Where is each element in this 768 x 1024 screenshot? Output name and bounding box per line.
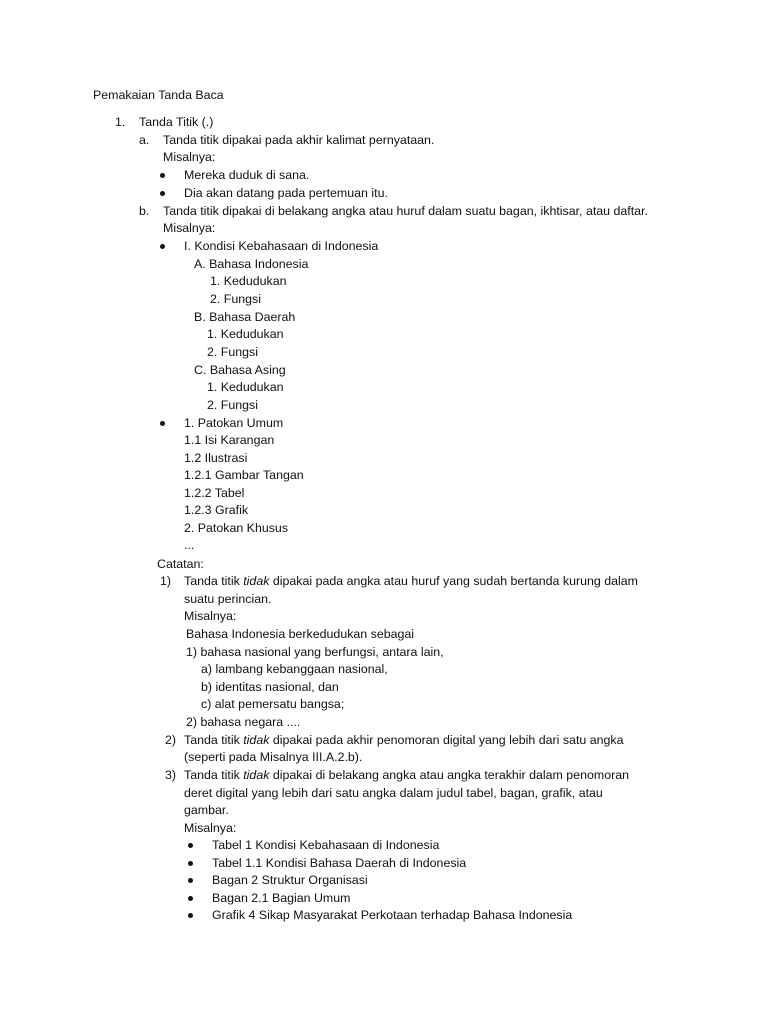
outline-line: 1. Kedudukan [207, 327, 284, 341]
sub-item-marker: a. [139, 133, 150, 147]
example-label: Misalnya: [163, 150, 216, 164]
example-label: Misalnya: [184, 821, 237, 835]
bullet-icon [188, 913, 193, 918]
outline-line: 2. Patokan Khusus [184, 521, 289, 535]
bullet-icon [188, 896, 193, 901]
note-text: suatu perincian. [184, 592, 272, 606]
sub-item-text: Tanda titik dipakai pada akhir kalimat pernyataan. [163, 133, 435, 147]
example-bullet: Dia akan datang pada pertemuan itu. [184, 186, 388, 200]
document-title: Pemakaian Tanda Baca [93, 88, 224, 102]
note-text: Tanda titik tidak dipakai pada angka atau huruf yang sudah bertanda kurung dalam [184, 574, 638, 588]
item-heading: Tanda Titik (.) [139, 115, 214, 129]
example-line: Bahasa Indonesia berkedudukan sebagai [186, 627, 415, 641]
outline-line: 1.2.3 Grafik [184, 503, 249, 517]
outline-line: B. Bahasa Daerah [194, 310, 296, 324]
outline-line: 1.2.1 Gambar Tangan [184, 468, 304, 482]
note-number: 1) [160, 574, 172, 588]
outline-line: 1. Kedudukan [210, 274, 287, 288]
note-text: Tanda titik tidak dipakai pada akhir penomoran digital yang lebih dari satu angka [184, 733, 624, 747]
example-bullet: Mereka duduk di sana. [184, 168, 310, 182]
example-label: Misalnya: [184, 609, 237, 623]
example-bullet: Tabel 1.1 Kondisi Bahasa Daerah di Indonesia [212, 856, 467, 870]
bullet-icon [188, 861, 193, 866]
example-line: a) lambang kebanggaan nasional, [201, 662, 388, 676]
sub-item-text: Tanda titik dipakai di belakang angka atau huruf dalam suatu bagan, ikhtisar, atau daftar. [163, 204, 648, 218]
note-text: deret digital yang lebih dari satu angka dalam judul tabel, bagan, grafik, atau [184, 786, 603, 800]
bullet-icon [188, 843, 193, 848]
outline-line: 1.2 Ilustrasi [184, 451, 248, 465]
example-line: 1) bahasa nasional yang berfungsi, antara lain, [186, 645, 444, 659]
bullet-icon [160, 173, 165, 178]
note-number: 2) [165, 733, 177, 747]
outline-line: I. Kondisi Kebahasaan di Indonesia [184, 239, 379, 253]
outline-line: ... [184, 538, 195, 552]
outline-line: 2. Fungsi [207, 398, 258, 412]
example-bullet: Tabel 1 Kondisi Kebahasaan di Indonesia [212, 838, 440, 852]
notes-label: Catatan: [157, 557, 204, 571]
example-label: Misalnya: [163, 221, 216, 235]
bullet-icon [160, 191, 165, 196]
bullet-icon [160, 244, 165, 249]
note-text: gambar. [184, 803, 229, 817]
outline-line: C. Bahasa Asing [194, 363, 286, 377]
outline-line: A. Bahasa Indonesia [194, 257, 309, 271]
sub-item-marker: b. [139, 204, 150, 218]
note-text: (seperti pada Misalnya III.A.2.b). [184, 750, 363, 764]
outline-line: 1.2.2 Tabel [184, 486, 245, 500]
bullet-icon [188, 878, 193, 883]
bullet-icon [160, 421, 165, 426]
example-line: 2) bahasa negara .... [186, 715, 301, 729]
example-bullet: Grafik 4 Sikap Masyarakat Perkotaan terhadap Bahasa Indonesia [212, 908, 573, 922]
outline-line: 2. Fungsi [207, 345, 258, 359]
outline-line: 1.1 Isi Karangan [184, 433, 275, 447]
example-bullet: Bagan 2 Struktur Organisasi [212, 873, 368, 887]
item-number: 1. [115, 115, 126, 129]
note-text: Tanda titik tidak dipakai di belakang angka atau angka terakhir dalam penomoran [184, 768, 629, 782]
example-line: b) identitas nasional, dan [201, 680, 339, 694]
example-bullet: Bagan 2.1 Bagian Umum [212, 891, 351, 905]
outline-line: 1. Kedudukan [207, 380, 284, 394]
outline-line: 1. Patokan Umum [184, 416, 284, 430]
example-line: c) alat pemersatu bangsa; [201, 697, 345, 711]
note-number: 3) [165, 768, 177, 782]
outline-line: 2. Fungsi [210, 292, 261, 306]
